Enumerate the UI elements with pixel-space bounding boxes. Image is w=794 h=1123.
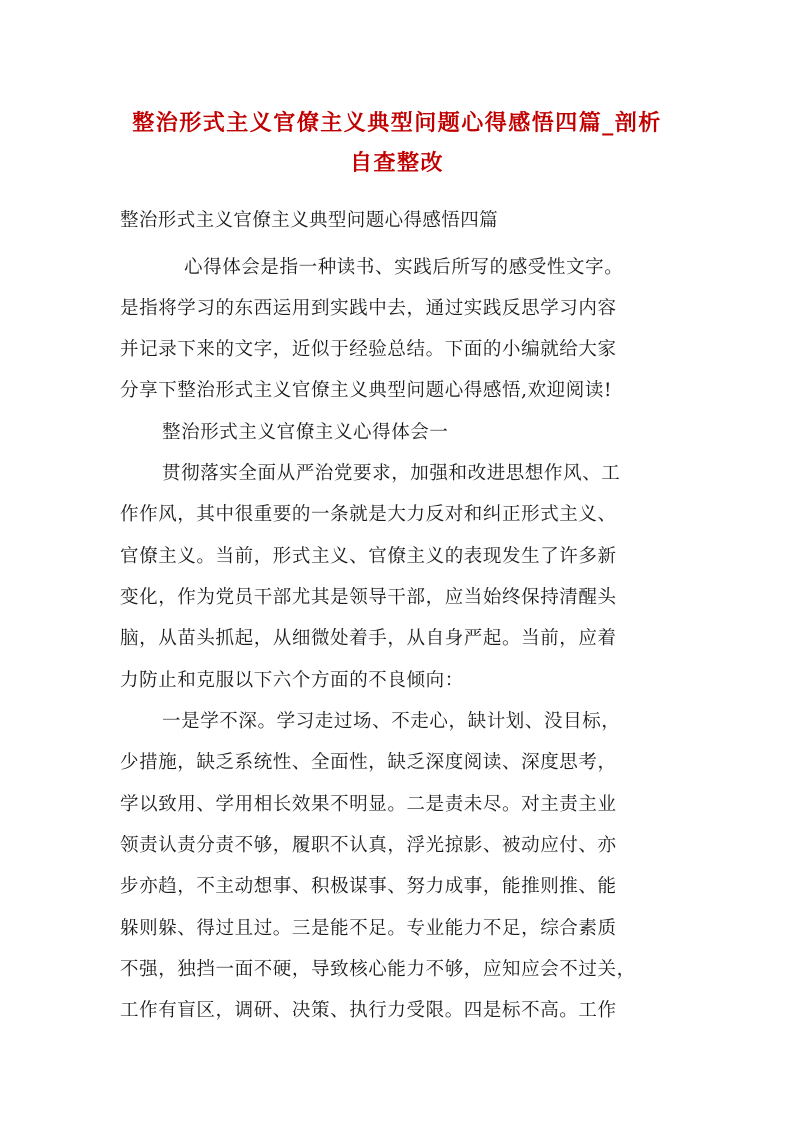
paragraph-line: 不强，独挡一面不硬，导致核心能力不够，应知应会不过关， [120,959,636,980]
paragraph-line: 工作有盲区，调研、决策、执行力受限。四是标不高。工作 [120,1000,617,1021]
paragraph-line: 步亦趋，不主动想事、积极谋事、努力成事，能推则推、能 [120,876,617,897]
paragraph-line: 作作风，其中很重要的一条就是大力反对和纠正形式主义、 [120,504,617,525]
paragraph-line: 心得体会是指一种读书、实践后所写的感受性文字。 [184,257,624,278]
paragraph-line: 学以致用、学用相长效果不明显。二是责未尽。对主责主业 [120,794,617,815]
paragraph-line: 力防止和克服以下六个方面的不良倾向： [120,670,464,691]
document-title-line-2: 自查整改 [349,150,444,176]
paragraph-line: 一是学不深。学习走过场、不走心，缺计划、没目标， [162,711,621,732]
paragraph-line: 分享下整治形式主义官僚主义典型问题心得感悟,欢迎阅读! [120,380,613,401]
paragraph-line: 领责认责分责不够，履职不认真，浮光掠影、被动应付、亦 [120,835,617,856]
paragraph-line: 少措施，缺乏系统性、全面性，缺乏深度阅读、深度思考， [120,752,617,773]
document-title-line-1: 整治形式主义官僚主义典型问题心得感悟四篇_剖析 [132,110,662,136]
paragraph-line: 是指将学习的东西运用到实践中去，通过实践反思学习内容 [120,298,617,319]
paragraph-line: 贯彻落实全面从严治党要求，加强和改进思想作风、工 [162,463,621,484]
paragraph-line: 官僚主义。当前，形式主义、官僚主义的表现发生了许多新 [120,546,617,567]
section-subtitle: 整治形式主义官僚主义典型问题心得感悟四篇 [120,210,499,231]
paragraph-line: 躲则躲、得过且过。三是能不足。专业能力不足，综合素质 [120,918,617,939]
paragraph-line: 脑，从苗头抓起，从细微处着手，从自身严起。当前，应着 [120,628,617,649]
paragraph-line: 并记录下来的文字，近似于经验总结。下面的小编就给大家 [120,339,617,360]
section-heading: 整治形式主义官僚主义心得体会一 [162,422,449,443]
paragraph-line: 变化，作为党员干部尤其是领导干部，应当始终保持清醒头 [120,587,617,608]
